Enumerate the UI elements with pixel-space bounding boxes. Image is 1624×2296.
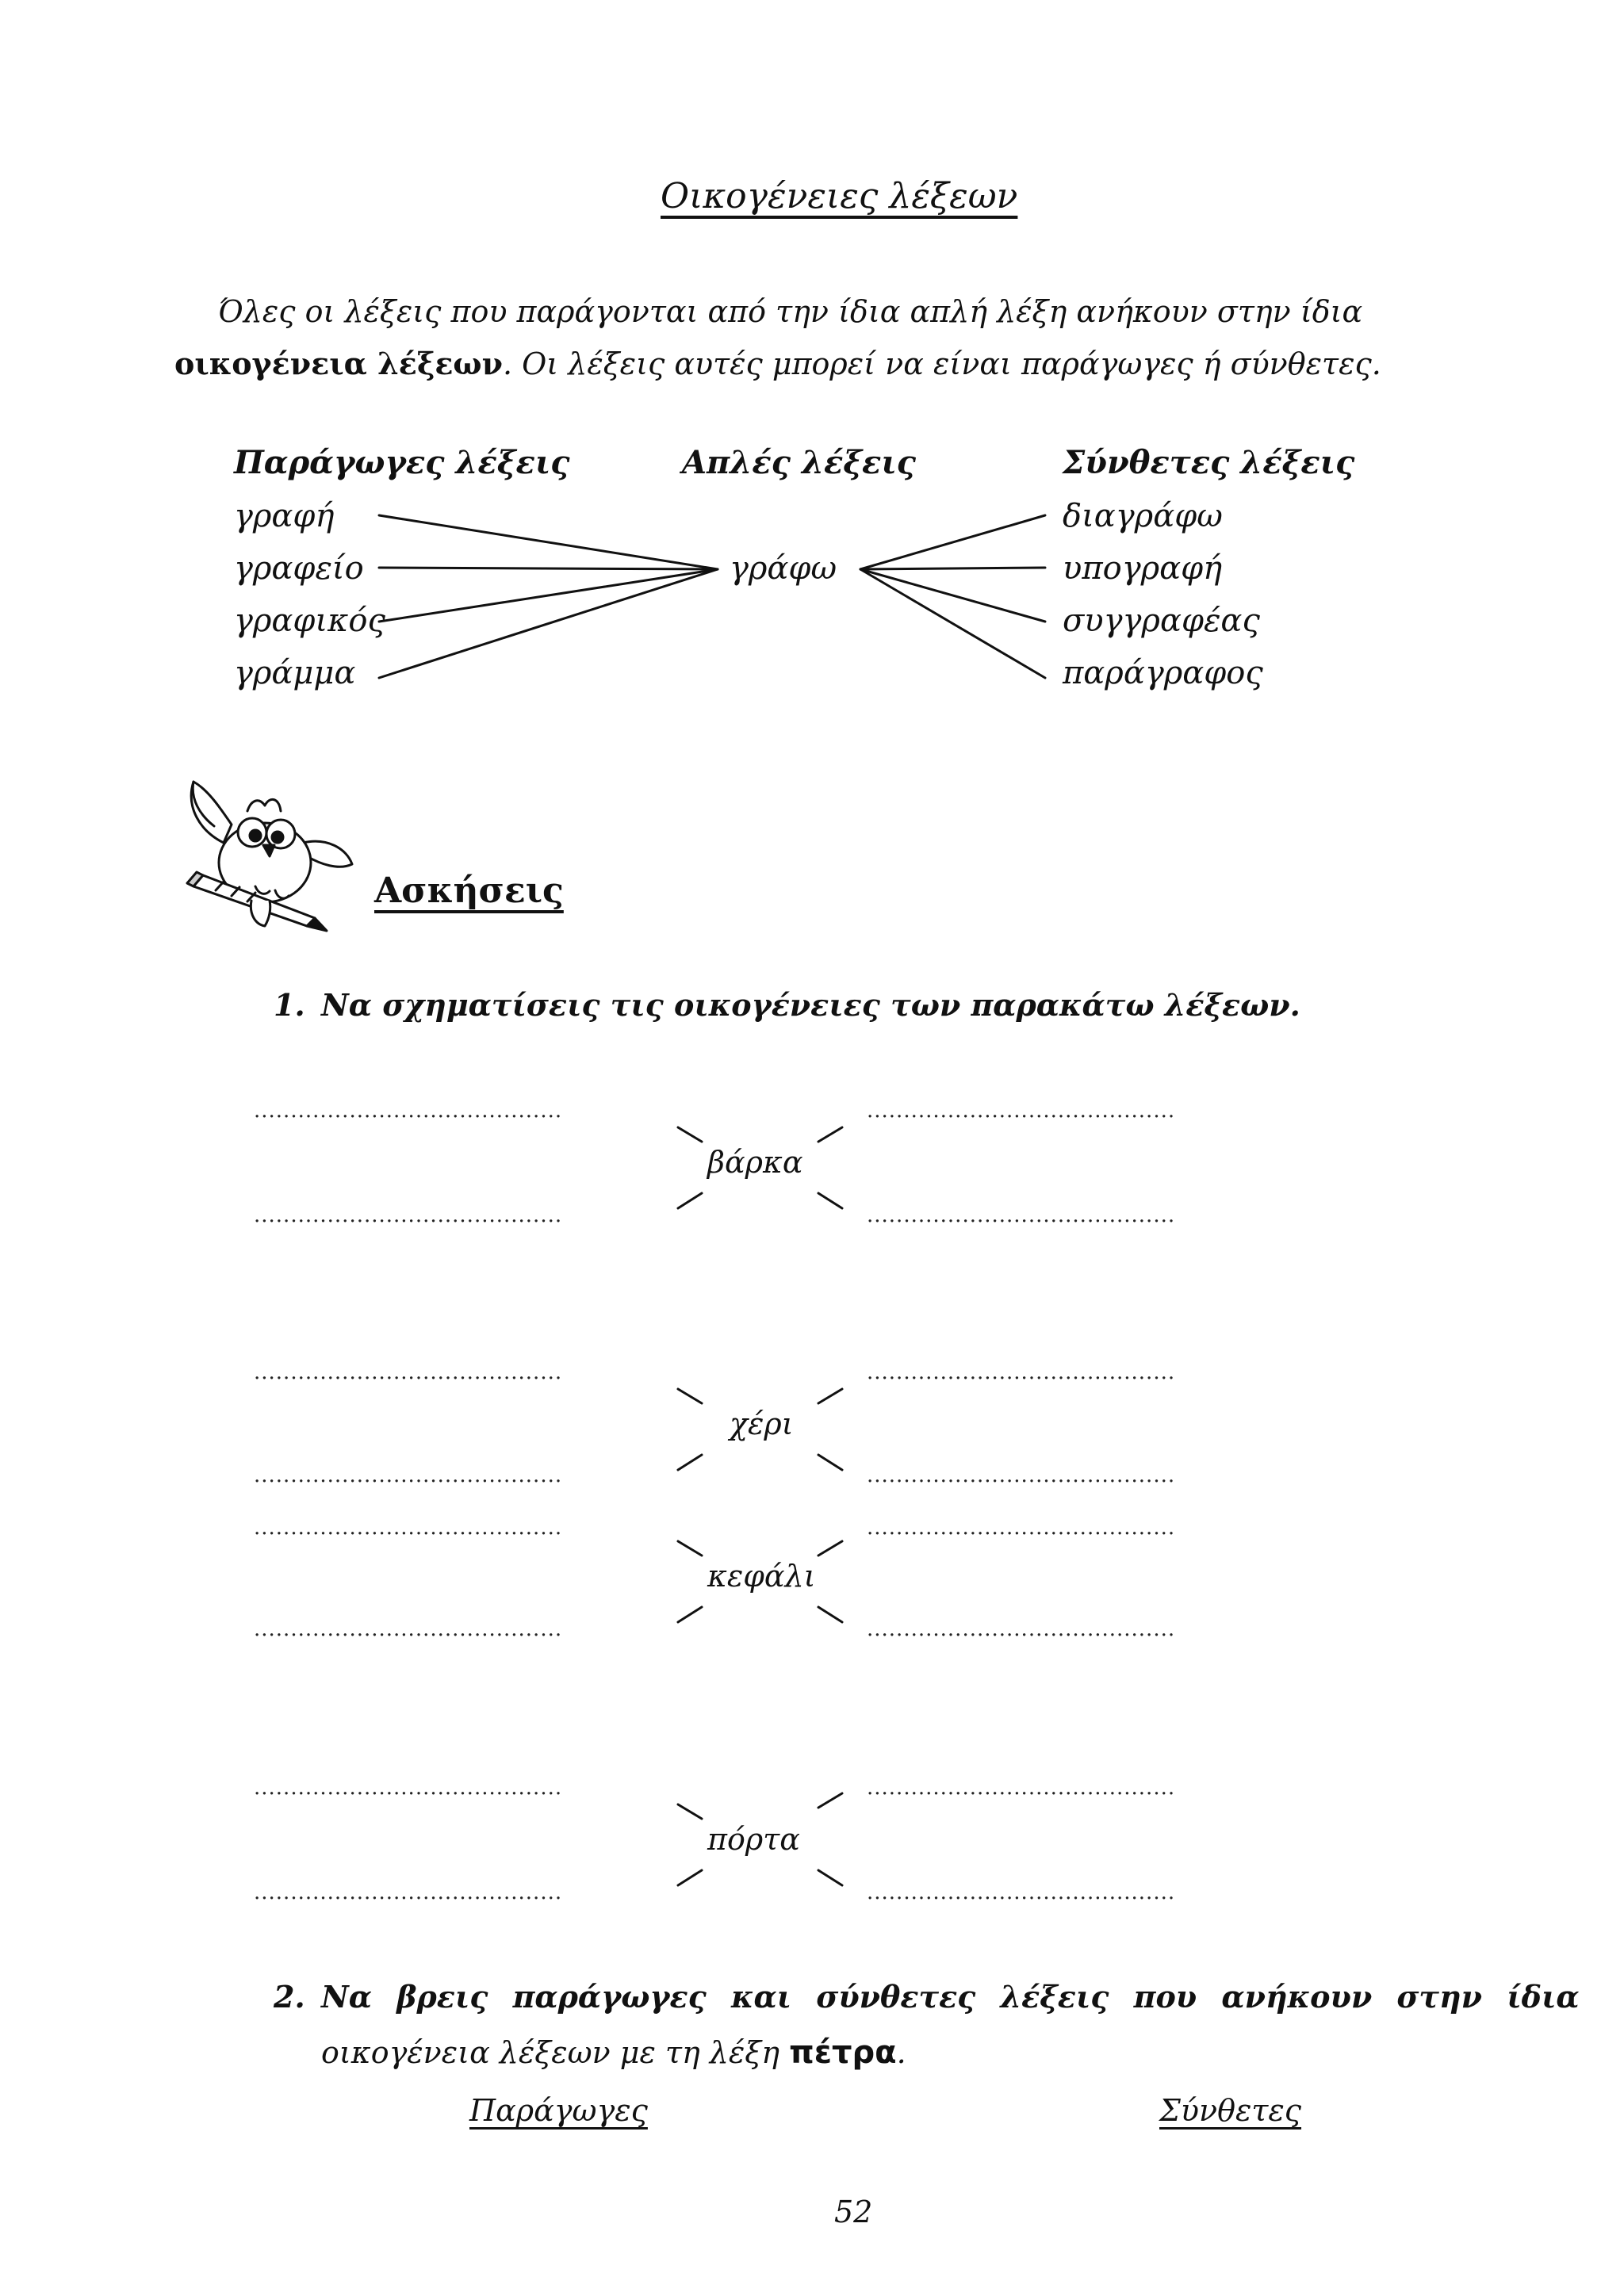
page-number: 52 <box>834 2195 873 2229</box>
target-word: πέτρα <box>789 2034 897 2071</box>
col-derived-header: Παράγωγες λέξεις <box>234 444 570 481</box>
intro-line-1: Όλες οι λέξεις που παράγονται από την ίδια απλή λέξη ανήκουν στην ίδια <box>218 294 1363 329</box>
intro-line-2-rest: . Οι λέξεις αυτές μπορεί να είναι παράγωγες ή σύνθετες. <box>502 346 1381 381</box>
exercise-2-line-2-pre: οικογένεια λέξεων με τη λέξη <box>321 2035 779 2070</box>
x-mark-stroke <box>678 1389 702 1403</box>
exercise-word: πόρτα <box>707 1822 800 1857</box>
x-mark-stroke <box>678 1870 702 1885</box>
answer-line[interactable]: .......................................... <box>867 1776 1176 1800</box>
answer-line[interactable]: .......................................... <box>254 1776 563 1800</box>
connector-line <box>379 515 718 569</box>
exercise-word: κεφάλι <box>707 1559 816 1594</box>
exercise-2-line-1 <box>321 1979 1580 2015</box>
simple-word: γράφω <box>730 550 837 587</box>
exercise-word: χέρι <box>730 1406 794 1441</box>
col-compound-header: Σύνθετες λέξεις <box>1063 444 1355 481</box>
x-mark-stroke <box>678 1193 702 1208</box>
derived-word: γράμμα <box>234 655 356 691</box>
answer-line[interactable]: .......................................... <box>867 1203 1176 1227</box>
x-mark-stroke <box>678 1541 702 1556</box>
exercise-2-number: 2. <box>274 1979 305 2015</box>
answer-line[interactable]: .......................................... <box>867 1360 1176 1384</box>
exercise-2-col-derived: Παράγωγες <box>469 2093 648 2128</box>
intro-bold-term: οικογένεια λέξεων <box>174 346 503 381</box>
connector-line <box>379 569 718 622</box>
compound-word: συγγραφέας <box>1063 603 1260 639</box>
connector-line <box>860 569 1045 622</box>
answer-line[interactable]: .......................................... <box>867 1099 1176 1123</box>
derived-word: γραφή <box>234 498 335 534</box>
connector-line <box>860 569 1045 678</box>
x-mark-stroke <box>818 1870 842 1885</box>
compound-word: παράγραφος <box>1063 655 1263 691</box>
x-mark-stroke <box>818 1389 842 1403</box>
x-mark-stroke <box>678 1607 702 1622</box>
exercise-1-text: Να σχηματίσεις τις οικογένειες των παρακάτω λέξεων. <box>321 987 1300 1023</box>
owl-mascot-icon <box>176 767 358 934</box>
answer-line[interactable]: .......................................... <box>254 1099 563 1123</box>
answer-line[interactable]: .......................................... <box>867 1617 1176 1641</box>
answer-line[interactable]: .......................................... <box>867 1516 1176 1540</box>
x-mark-stroke <box>678 1804 702 1819</box>
x-mark-stroke <box>678 1127 702 1142</box>
exercise-2-line-1-text: Να βρεις παράγωγες και σύνθετες λέξεις που ανήκουν στην ίδια <box>321 1979 1580 2015</box>
answer-line[interactable]: .......................................... <box>254 1617 563 1641</box>
connector-line <box>860 568 1045 569</box>
derived-word: γραφικός <box>234 603 385 639</box>
exercise-2-line-2 <box>321 2034 906 2071</box>
compound-word: διαγράφω <box>1063 498 1223 534</box>
x-mark-stroke <box>818 1541 842 1556</box>
answer-line[interactable]: .......................................... <box>254 1881 563 1904</box>
page-title: Οικογένειες λέξεων <box>661 176 1018 216</box>
exercise-2-line-2-post: . <box>896 2035 906 2070</box>
x-mark-stroke <box>678 1455 702 1470</box>
connector-line <box>379 569 718 678</box>
x-mark-stroke <box>818 1455 842 1470</box>
exercise-word: βάρκα <box>707 1145 803 1180</box>
compound-word: υπογραφή <box>1063 550 1223 587</box>
exercise-1-number: 1. <box>274 987 305 1023</box>
col-simple-header: Απλές λέξεις <box>682 444 917 481</box>
answer-line[interactable]: .......................................... <box>867 1464 1176 1487</box>
answer-line[interactable]: .......................................... <box>254 1516 563 1540</box>
exercises-heading: Ασκήσεις <box>374 871 564 911</box>
x-mark-stroke <box>818 1193 842 1208</box>
exercise-2-col-compound: Σύνθετες <box>1159 2093 1302 2128</box>
connector-line <box>379 568 718 569</box>
answer-line[interactable]: .......................................... <box>254 1360 563 1384</box>
derived-word: γραφείο <box>234 550 364 587</box>
x-mark-stroke <box>818 1127 842 1142</box>
x-mark-stroke <box>818 1607 842 1622</box>
x-mark-stroke <box>818 1793 842 1808</box>
answer-line[interactable]: .......................................... <box>254 1464 563 1487</box>
answer-line[interactable]: .......................................... <box>867 1881 1176 1904</box>
connector-line <box>860 515 1045 569</box>
answer-line[interactable]: .......................................... <box>254 1203 563 1227</box>
